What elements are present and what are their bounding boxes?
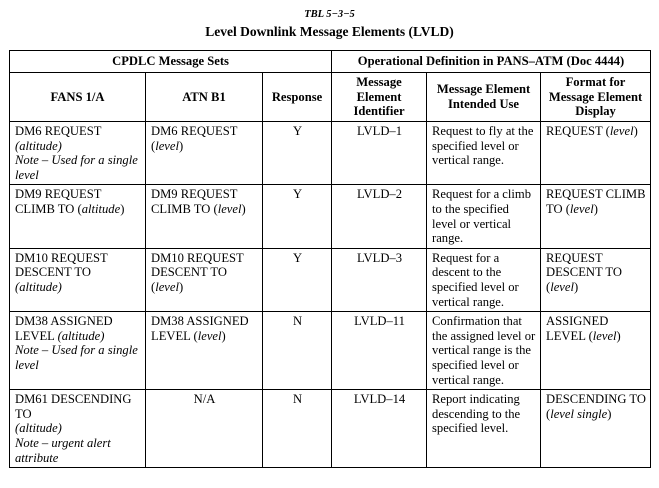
fans-cell (10, 248, 146, 311)
fans-message-param: (altitude) (15, 138, 62, 153)
atn-message-param: level (197, 328, 222, 343)
column-header-fans: FANS 1/A (10, 73, 146, 122)
table-row (10, 185, 651, 248)
fans-cell (10, 122, 146, 185)
format-text: DESCENDING TO (546, 392, 646, 407)
intended-use-cell: Request for a climb to the specified level or vertical range. (427, 185, 541, 248)
table-row (10, 312, 651, 390)
column-header-row (10, 73, 651, 122)
fans-cell (10, 312, 146, 390)
fans-message-text: DM61 DESCENDING TO (15, 392, 132, 421)
identifier-cell: LVLD–11 (332, 312, 427, 390)
format-param: level (569, 201, 594, 216)
atn-cell: DM10 REQUEST DESCENT TO (level) (146, 248, 263, 311)
identifier-cell: LVLD–1 (332, 122, 427, 185)
fans-message-text: DM6 REQUEST (15, 124, 102, 138)
atn-cell: DM6 REQUEST (level) (146, 122, 263, 185)
atn-cell (146, 390, 263, 468)
column-header-format: Format for Message Element Display (541, 73, 651, 122)
response-cell: Y (263, 248, 332, 311)
identifier-cell: LVLD–14 (332, 390, 427, 468)
format-param: level (609, 124, 634, 138)
column-header-intended-use: Message Element Intended Use (427, 73, 541, 122)
fans-message-text: DM38 ASSIGNED LEVEL (15, 314, 113, 343)
response-cell: Y (263, 122, 332, 185)
fans-message-param: altitude (81, 201, 121, 216)
atn-message-text: DM10 REQUEST DESCENT TO (151, 250, 244, 280)
table-row (10, 248, 651, 311)
format-text: REQUEST CLIMB TO (546, 187, 646, 216)
fans-note: Note – urgent alert attribute (15, 435, 111, 465)
group-header-operational: Operational Definition in PANS–ATM (Doc 4444) (332, 51, 651, 73)
fans-cell: DM9 REQUEST CLIMB TO (altitude) (10, 185, 146, 248)
atn-cell: DM38 ASSIGNED LEVEL (level) (146, 312, 263, 390)
intended-use-cell: Report indicating descending to the specified level. (427, 390, 541, 468)
response-cell: N (263, 390, 332, 468)
format-text: ASSIGNED LEVEL (546, 314, 609, 343)
table-title: Level Downlink Message Elements (LVLD) (205, 24, 454, 39)
format-cell: REQUEST (level) (541, 122, 651, 185)
atn-cell: DM9 REQUEST CLIMB TO (level) (146, 185, 263, 248)
atn-message-param: level (217, 201, 242, 216)
format-param: level (592, 328, 617, 343)
intended-use-cell: Request to fly at the specified level or vertical range. (427, 122, 541, 185)
intended-use-cell: Confirmation that the assigned level or vertical range is the specified level or vertical range. (427, 312, 541, 390)
fans-message-text: DM9 REQUEST CLIMB TO (15, 187, 102, 216)
fans-message-param: (altitude) (15, 279, 62, 294)
column-header-response: Response (263, 73, 332, 122)
group-header-cpdlc: CPDLC Message Sets (10, 51, 332, 73)
fans-cell (10, 390, 146, 468)
format-text: REQUEST DESCENT TO (546, 250, 622, 280)
intended-use-cell: Request for a descent to the specified level or vertical range. (427, 248, 541, 311)
atn-message-text: N/A (193, 392, 216, 407)
format-text: REQUEST (546, 124, 603, 138)
identifier-cell: LVLD–2 (332, 185, 427, 248)
lvld-message-table (9, 50, 651, 468)
response-cell: N (263, 312, 332, 390)
atn-message-param: level (155, 279, 179, 294)
table-row (10, 390, 651, 468)
response-cell: Y (263, 185, 332, 248)
format-cell: REQUEST DESCENT TO (level) (541, 248, 651, 311)
column-header-atn: ATN B1 (146, 73, 263, 122)
format-param: level single (550, 406, 608, 421)
format-cell: REQUEST CLIMB TO (level) (541, 185, 651, 248)
format-param: level (550, 279, 574, 294)
fans-note: Note – Used for a single level (15, 153, 138, 182)
atn-message-param: level (155, 138, 179, 153)
identifier-cell: LVLD–3 (332, 248, 427, 311)
fans-note: Note – Used for a single level (15, 343, 138, 372)
column-header-identifier: Message Element Identifier (332, 73, 427, 122)
table-row (10, 122, 651, 185)
fans-message-text: DM10 REQUEST DESCENT TO (15, 250, 108, 280)
fans-message-param: (altitude) (57, 328, 105, 343)
group-header-row (10, 51, 651, 73)
atn-message-text: DM6 REQUEST (151, 124, 238, 138)
format-cell: ASSIGNED LEVEL (level) (541, 312, 651, 390)
atn-message-text: DM38 ASSIGNED LEVEL (151, 314, 249, 343)
fans-message-param: (altitude) (15, 421, 62, 436)
atn-message-text: DM9 REQUEST CLIMB TO (151, 187, 238, 216)
format-cell: DESCENDING TO (level single) (541, 390, 651, 468)
table-number: TBL 5−3−5 (304, 9, 355, 20)
